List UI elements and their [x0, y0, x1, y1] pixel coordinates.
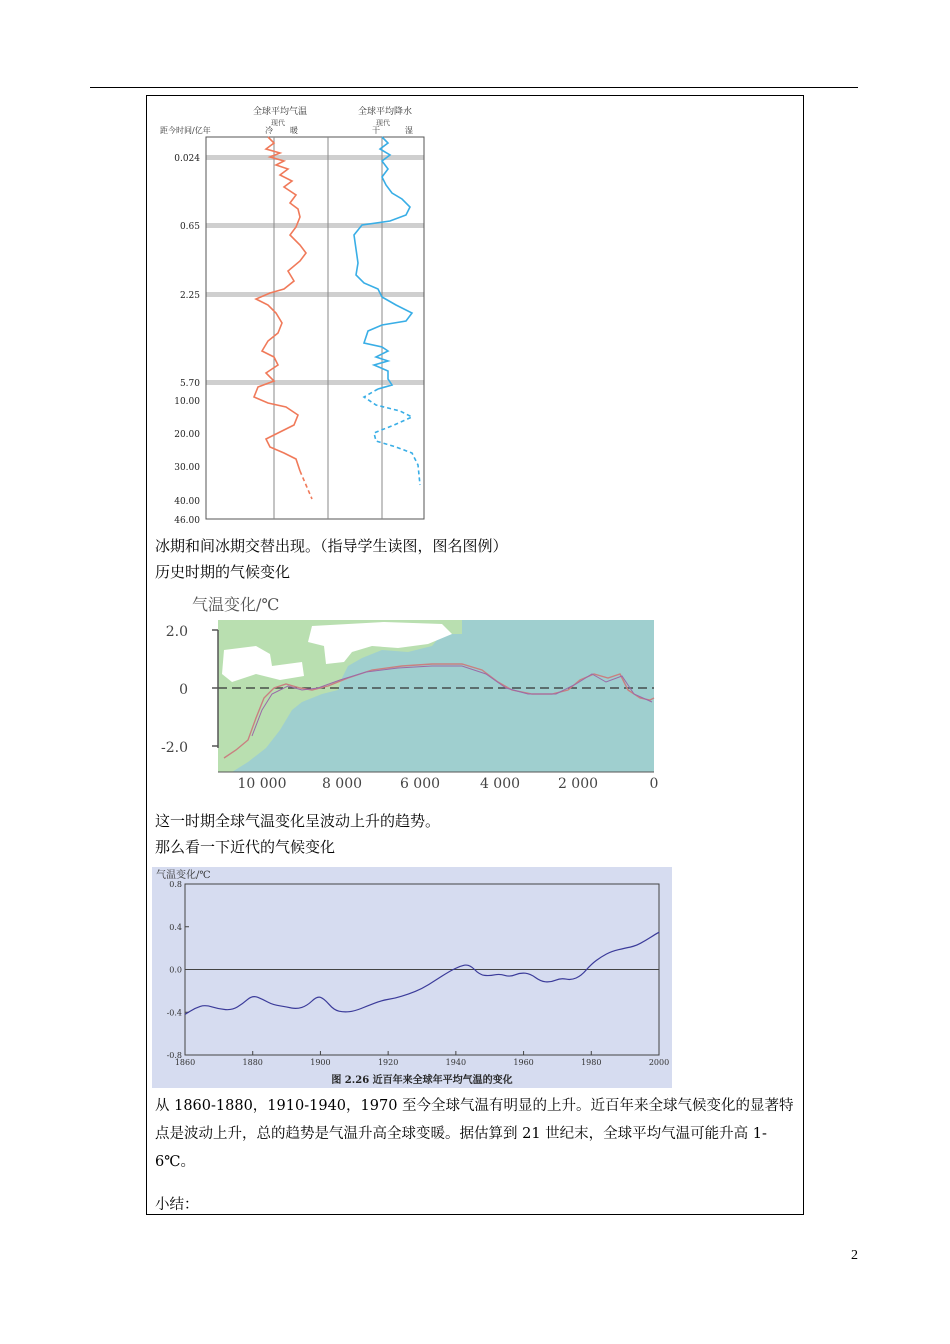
chart-caption: 图 2.26 近百年来全球年平均气温的变化	[331, 1075, 513, 1086]
temp-sub: 现代	[271, 119, 285, 127]
tick-0.65: 0.65	[179, 222, 200, 232]
fig2-ytick-2: 2.0	[165, 624, 188, 640]
fig2-ytick-0: 0	[179, 682, 188, 698]
modern-temperature-chart	[152, 867, 672, 1088]
band-2.25	[206, 292, 424, 297]
summary-label: 小结：	[155, 1197, 199, 1213]
time-axis-title: 距今时间/亿年	[160, 126, 211, 135]
tick-10.00: 10.00	[174, 397, 200, 407]
text-line-1: 冰期和间冰期交替出现。（指导学生读图，图名图例）	[155, 537, 508, 555]
fig2-xtick-4000: 4 000	[479, 776, 521, 792]
chart-xtick-label: 2000	[648, 1058, 670, 1067]
tick-30.00: 30.00	[174, 463, 200, 473]
text-line-2: 历史时期的气候变化	[155, 563, 291, 581]
cold-label: 冷	[265, 126, 273, 135]
tick-0.024: 0.024	[174, 154, 200, 164]
tick-20.00: 20.00	[174, 430, 200, 440]
warm-label: 暖	[290, 126, 298, 135]
fig2-ytick-neg2: -2.0	[161, 740, 188, 756]
fig2-ylabel: 气温变化/℃	[192, 595, 280, 614]
page-number: 2	[851, 1248, 858, 1263]
geologic-climate-figure	[150, 99, 678, 525]
band-0.65	[206, 223, 424, 228]
fig2-xtick-0: 0	[649, 776, 659, 792]
fig2-xtick-6000: 6 000	[399, 776, 441, 792]
chart-xtick-label: 1900	[310, 1058, 331, 1067]
chart-xtick-label: 1860	[174, 1058, 196, 1067]
band-0.024	[206, 155, 424, 160]
tick-2.25: 2.25	[179, 291, 200, 301]
paragraph: 从 1860-1880，1910-1940，1970 至今全球气温有明显的上升。近百年来全球气候变化的显著特点是波动上升，总的趋势是气温升高全球变暖。据估算到 21 世纪末，全球平均气温可能升高 1-6℃。	[155, 1098, 794, 1170]
chart-ytick-label: -0.8	[166, 1051, 182, 1060]
fig2-xtick-8000: 8 000	[321, 776, 363, 792]
precip-sub: 现代	[376, 119, 390, 127]
tick-5.70: 5.70	[179, 379, 200, 389]
header-rule	[90, 87, 858, 88]
text-line-3: 这一时期全球气温变化呈波动上升的趋势。	[155, 812, 441, 830]
chart-ylabel: 气温变化/℃	[156, 870, 211, 881]
fig2-xtick-10000: 10 000	[237, 776, 287, 792]
chart-xtick-label: 1980	[581, 1058, 602, 1067]
chart-ytick-label: -0.4	[166, 1008, 182, 1018]
chart-xtick-label: 1940	[445, 1058, 467, 1067]
tick-46.00: 46.00	[174, 516, 200, 525]
chart-ytick-label: 0.0	[169, 965, 182, 975]
historical-temperature-figure	[152, 590, 672, 802]
precip-title: 全球平均降水	[357, 107, 413, 117]
chart-xtick-label: 1880	[242, 1058, 263, 1067]
dry-label: 干	[372, 126, 380, 135]
temp-title: 全球平均气温	[252, 107, 308, 117]
chart-ytick-label: 0.8	[169, 880, 182, 889]
chart-xtick-label: 1960	[513, 1058, 534, 1067]
fig2-xtick-2000: 2 000	[557, 776, 599, 792]
tick-40.00: 40.00	[174, 497, 200, 507]
chart-ytick-label: 0.4	[169, 922, 182, 932]
wet-label: 湿	[405, 126, 413, 135]
chart-xtick-label: 1920	[377, 1058, 399, 1067]
text-line-4: 那么看一下近代的气候变化	[155, 838, 336, 856]
